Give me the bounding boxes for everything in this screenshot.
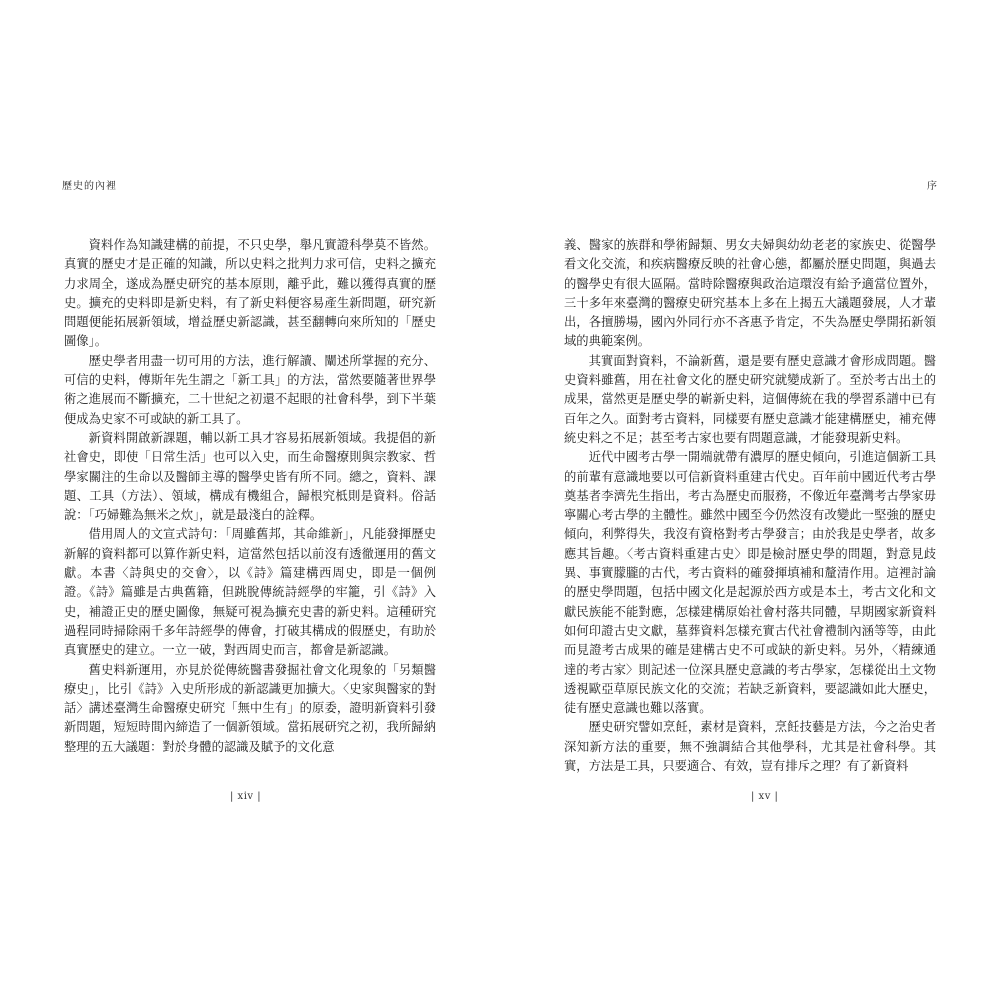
paragraph: 新資料開啟新課題，輔以新工具才容易拓展新領域。我提倡的新社會史，即使「日常生活」也可以入史，而生命醫療則與宗教家、哲學家關注的生命以及醫師主導的醫學史皆有所不同。總之，資料、課題、工具（方法）、領域，構成有機組合，歸根究柢則是資料。俗話說：「巧婦難為無米之炊」，就是最淺白的詮釋。 [64,430,436,523]
paragraph: 歷史研究譬如烹飪，素材是資料，烹飪技藝是方法，今之治史者深知新方法的重要，無不強調結合其他學科，尤其是社會科學。其實，方法是工具，只要適合、有效，豈有排斥之理？有了新資料 [564,720,936,774]
paragraph: 歷史學者用盡一切可用的方法，進行解讀、闡述所掌握的充分、可信的史料，傅斯年先生謂之「新工具」的方法，當然要隨著世界學術之進展而不斷擴充，二十世紀之初還不起眼的社會科學，到下半葉便成為史家不可或缺的新工具了。 [64,353,436,426]
paragraph-continued: 義、醫家的族群和學術歸類、男女夫婦與幼幼老老的家族史、從醫學看文化交流，和疾病醫療反映的社會心態，都屬於歷史問題，與過去的醫學史有很大區隔。當時除醫療與政治這環沒有給予適當位置外，三十多年來臺灣的醫療史研究基本上多在上揭五大議題發展，人才輩出，各擅勝場，國內外同行亦不吝惠予肯定，不失為歷史學開拓新領域的典範案例。 [564,238,936,349]
paragraph: 資料作為知識建構的前提，不只史學，舉凡實證科學莫不皆然。真實的歷史才是正確的知識，所以史料之批判力求可信，史料之擴充力求周全，遂成為歷史研究的基本原則，離乎此，難以獲得真實的歷史。擴充的史料即是新史料，有了新史料便容易產生新問題，研究新問題便能拓展新領域，增益歷史新認識，甚至翻轉向來所知的「歷史圖像」。 [64,238,436,349]
running-head-section-title: 序 [927,181,938,192]
left-page-text [64,236,436,757]
paragraph: 借用周人的文宣式詩句：「周雖舊邦，其命維新」，凡能發揮歷史新解的資料都可以算作新史料，這當然包括以前沒有透徹運用的舊文獻。本書〈詩與史的交會〉，以《詩》篇建構西周史，即是一個例證。《詩》篇雖是古典舊籍，但跳脫傳統詩經學的牢籠，引《詩》入史，補證正史的歷史圖像，無疑可視為擴充史書的新史料。這種研究過程同時掃除兩千多年詩經學的傳會，打破其構成的假歷史，有助於真實歷史的建立。一立一破，對西周史而言，都會是新認識。 [64,527,436,658]
page-number-left: | xiv | [230,791,262,802]
paragraph: 其實面對資料，不論新舊，還是要有歷史意識才會形成問題。醫史資料雖舊，用在社會文化的歷史研究就變成新了。至於考古出土的成果，當然更是歷史學的嶄新史料，這個傳統在我的學習系譜中已有百年之久。面對考古資料，同樣要有歷史意識才能建構歷史，補充傳統史料之不足；甚至考古家也要有問題意識，才能發現新史料。 [564,353,936,445]
right-page-text [564,236,936,776]
paragraph: 舊史料新運用，亦見於從傳統醫書發掘社會文化現象的「另類醫療史」，比引《詩》入史所形成的新認識更加擴大。〈史家與醫家的對話〉講述臺灣生命醫療史研究「無中生有」的原委，證明新資料引發新問題，短短時間內締造了一個新領域。當拓展研究之初，我所歸納整理的五大議題：對於身體的認識及賦予的文化意 [64,662,436,754]
running-head-book-title: 歷史的內裡 [62,181,117,192]
page-number-right: | xv | [751,791,779,802]
paragraph: 近代中國考古學一開端就帶有濃厚的歷史傾向，引進這個新工具的前輩有意識地要以可信新資料重建古代史。百年前中國近代考古學奠基者李濟先生指出，考古為歷史而服務，不像近年臺灣考古學家毋寧關心考古學的主體性。雖然中國至今仍然沒有改變此一堅強的歷史傾向，利弊得失，我沒有資格對考古學發言；由於我是史學者，故多應其旨趣。〈考古資料重建古史〉即是檢討歷史學的問題，對意見歧異、事實朦朧的古代，考古資料的確發揮填補和釐清作用。這裡討論的歷史學問題，包括中國文化是起源於西方或是本土，考古文化和文獻民族能不能對應，怎樣建構原始社會村落共同體，早期國家新資料如何印證古史文獻，墓葬資料怎樣充實古代社會禮制內涵等等，由此而見證考古成果的確是建構古史不可或缺的新史料。另外，〈精練通達的考古家〉則記述一位深具歷史意識的考古學家，怎樣從出土文物透視歐亞草原民族文化的交流；若缺乏新資料，要認識如此大歷史，徒有歷史意識也難以落實。 [564,450,936,716]
